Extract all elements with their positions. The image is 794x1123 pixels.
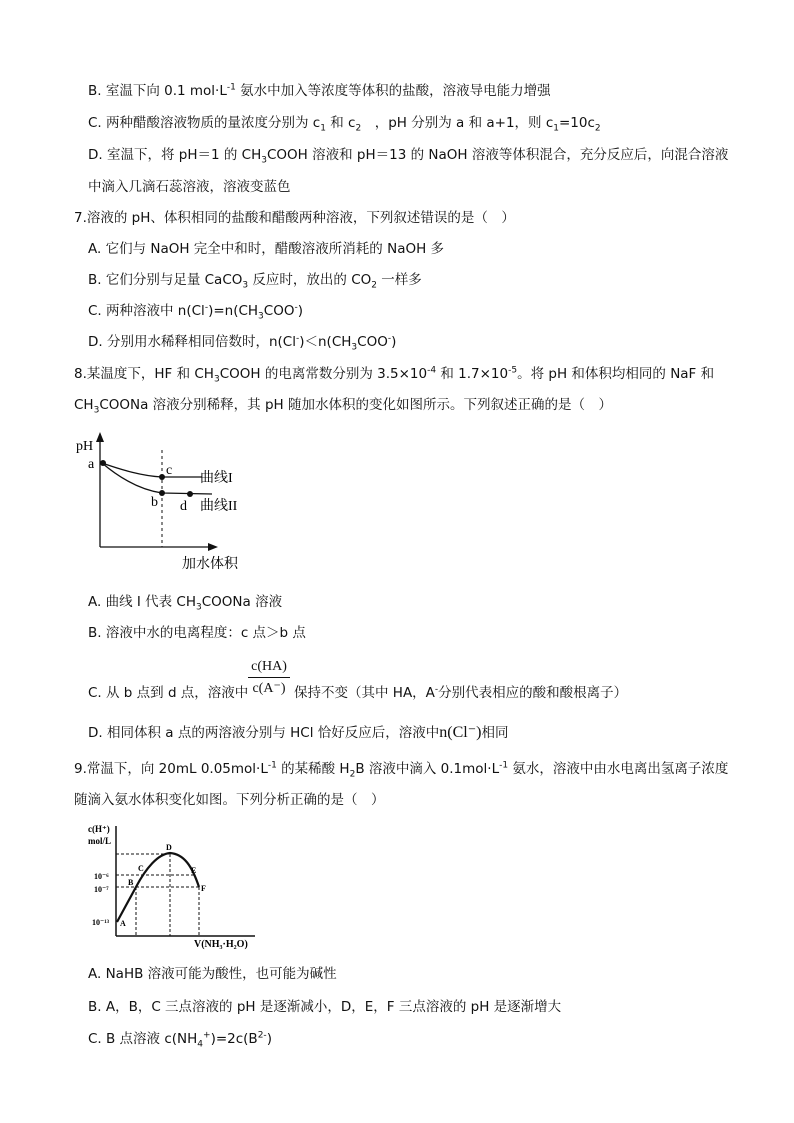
q6-option-d-line2: 中滴入几滴石蕊溶液，溶液变蓝色 xyxy=(88,179,291,195)
q8-stem-line2: $CH_3COONa$ 溶液分别稀释，其 pH 随加水体积的变化如图所示。下列叙述正确的是（ ） xyxy=(74,397,612,416)
q9-y-label-1: c(H⁺) xyxy=(88,824,110,834)
fraction-denominator: c(A⁻) xyxy=(252,681,286,696)
q8-option-b: B. 溶液中水的电离程度：c 点＞b 点 xyxy=(88,625,306,641)
q6-option-c: C. 两种醋酸溶液物质的量浓度分别为 $c_1$ 和 $c_2$ ，pH 分别为 a 和 a+1，则 $c_1=10c_2$ xyxy=(88,115,601,134)
q8-point-a xyxy=(100,460,106,466)
q8-x-arrow xyxy=(208,543,218,551)
q7-option-a: A. 它们与 NaOH 完全中和时，醋酸溶液所消耗的 NaOH 多 xyxy=(88,241,445,257)
q9-label-e: E xyxy=(191,866,197,875)
fraction-bar xyxy=(248,677,290,678)
q9-label-c: C xyxy=(138,864,144,873)
q9-ch-graph xyxy=(80,818,270,953)
q9-tick-1e-7: 10⁻⁷ xyxy=(94,885,109,894)
q8-label-c: c xyxy=(166,463,173,478)
q8-stem-line1: 8.某温度下，HF 和 $CH_3COOH$ 的电离常数分别为 $3.5\times 10^{-4}$ 和 $1.7\times 10^{-5}$。将 pH 和体积均相同的 NaF 和 xyxy=(74,365,715,385)
q8-option-d-expr: n(Cl⁻) xyxy=(439,724,482,741)
q9-label-f: F xyxy=(201,884,206,893)
q8-option-d: D. 相同体积 a 点的两溶液分别与 HCl 恰好反应后，溶液中n(Cl⁻)相同 xyxy=(88,724,509,741)
q8-curve2-label: 曲线II xyxy=(200,499,238,514)
q8-point-d xyxy=(187,491,193,497)
q8-y-arrow xyxy=(96,432,104,442)
q8-ph-graph xyxy=(72,430,262,580)
q8-option-c-fraction xyxy=(248,659,290,697)
q9-tick-1e-13: 10⁻¹³ xyxy=(92,918,110,927)
q9-tick-1e-6: 10⁻⁶ xyxy=(94,872,109,881)
q8-curve-2 xyxy=(102,463,212,494)
q8-point-c xyxy=(159,474,165,480)
q8-curve1-label: 曲线I xyxy=(200,471,233,486)
q7-option-b: B. 它们分别与足量 CaCO$_3$ 反应时，放出的 $CO_2$ 一样多 xyxy=(88,272,422,291)
q6-option-b: B. 室温下向 0.1 $mol\cdot L^{-1}$ 氨水中加入等浓度等体积的盐酸，溶液导电能力增强 xyxy=(88,82,551,99)
q9-option-b: B. A，B，C 三点溶液的 pH 是逐渐减小，D，E，F 三点溶液的 pH 是逐渐增大 xyxy=(88,999,562,1015)
q8-option-c-suffix: 保持不变（其中 HA，A-分别代表相应的酸和酸根离子） xyxy=(294,684,628,701)
q9-stem-line2: 随滴入氨水体积变化如图。下列分析正确的是（ ） xyxy=(74,792,385,808)
q9-x-label: V(NH₃·H₂O) xyxy=(194,939,248,950)
q9-y-label-2: mol/L xyxy=(88,836,112,846)
q9-label-b: B xyxy=(128,878,134,887)
q7-option-d: D. 分别用水稀释相同倍数时，$n(Cl^-)<n(CH_3COO^-)$ xyxy=(88,333,397,353)
q8-point-b xyxy=(159,490,165,496)
q8-label-a: a xyxy=(88,457,95,472)
q8-y-label: pH xyxy=(76,439,94,454)
q8-option-a: A. 曲线 I 代表 $CH_3COONa$ 溶液 xyxy=(88,594,283,613)
q9-stem-line1: 9.常温下，向 20mL $0.05mol\cdot L^{-1}$ 的某稀酸 $H_2B$ 溶液中滴入 $0.1mol\cdot L^{-1}$ 氨水，溶液中由水电离出氢离子浓度 xyxy=(74,760,729,780)
q9-label-a: A xyxy=(120,919,126,928)
q8-x-label: 加水体积 xyxy=(182,557,238,572)
fraction-numerator: c(HA) xyxy=(251,659,287,674)
q9-option-a: A. NaHB 溶液可能为酸性，也可能为碱性 xyxy=(88,966,337,982)
q8-option-c-prefix: C. 从 b 点到 d 点，溶液中 xyxy=(88,685,249,701)
q8-label-b: b xyxy=(151,495,158,510)
q8-label-d: d xyxy=(180,499,187,514)
q6-option-d-line1: D. 室温下，将 pH＝1 的 $CH_3COOH$ 溶液和 pH＝13 的 NaOH 溶液等体积混合，充分反应后，向混合溶液 xyxy=(88,147,729,166)
q7-stem: 7.溶液的 pH、体积相同的盐酸和醋酸两种溶液，下列叙述错误的是（ ） xyxy=(74,210,515,226)
q9-label-d: D xyxy=(166,843,172,852)
q7-option-c: C. 两种溶液中 $n(Cl^-)=n(CH_3COO^-)$ xyxy=(88,302,303,322)
q9-option-c: C. B 点溶液 $c(NH_4^+)=2c(B^{2-})$ xyxy=(88,1030,272,1050)
